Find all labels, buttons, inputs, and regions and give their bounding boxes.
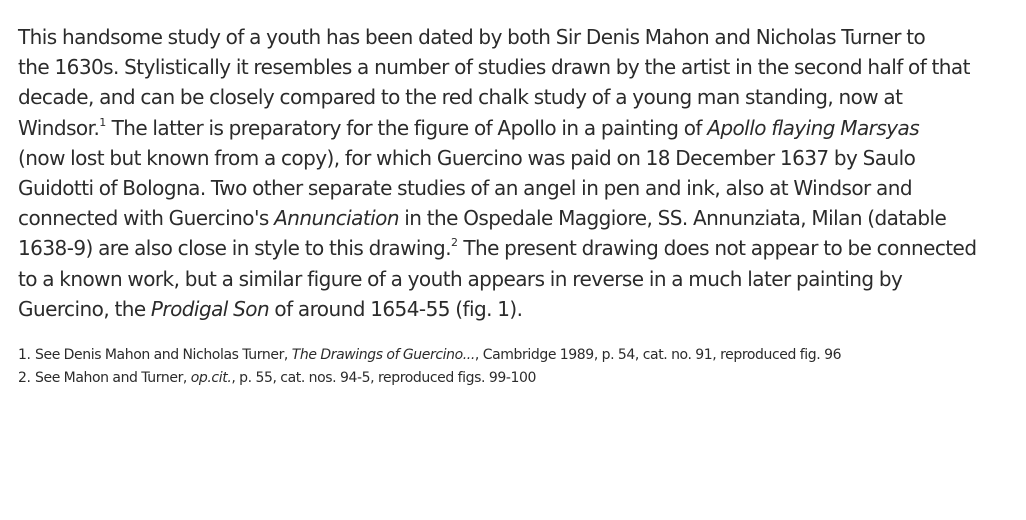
citation-abbreviation: op.cit. xyxy=(190,370,232,387)
footnote-reference[interactable]: 1 xyxy=(99,115,107,129)
text-run: of around 1654-55 (fig. 1). xyxy=(269,296,523,321)
text-run: 1638-9) are also close in style to this drawing. xyxy=(18,236,452,261)
footnote-reference[interactable]: 2 xyxy=(451,236,459,250)
paragraph-line: (now lost but known from a copy), for which Guercino was paid on 18 December 1637 by Saulo xyxy=(18,145,916,170)
book-title: The Drawings of Guercino... xyxy=(291,347,475,364)
paragraph-line xyxy=(18,113,1018,143)
footnote-text: See Mahon and Turner, xyxy=(35,370,191,387)
footnotes xyxy=(18,344,1018,390)
footnote-number: 1. xyxy=(18,347,31,364)
paragraph-line: decade, and can be closely compared to the red chalk study of a young man standing, now at xyxy=(18,85,903,110)
footnote-text: See Denis Mahon and Nicholas Turner, xyxy=(35,347,292,364)
document-page xyxy=(18,22,1018,390)
text-run: The present drawing does not appear to be connected xyxy=(458,236,977,261)
paragraph-line xyxy=(18,294,1018,324)
artwork-title: Annunciation xyxy=(274,206,399,231)
paragraph-line xyxy=(18,203,1018,233)
text-run: Guercino, the xyxy=(18,296,151,321)
paragraph-line xyxy=(18,233,1018,263)
footnote xyxy=(18,367,1018,390)
paragraph-line: Guidotti of Bologna. Two other separate studies of an angel in pen and ink, also at Windsor and xyxy=(18,176,912,201)
text-run: connected with Guercino's xyxy=(18,206,275,231)
paragraph-line: This handsome study of a youth has been dated by both Sir Denis Mahon and Nicholas Turner to xyxy=(18,25,926,49)
text-run: Windsor. xyxy=(18,115,100,140)
footnote-number: 2. xyxy=(18,370,31,387)
text-run: in the Ospedale Maggiore, SS. Annunziata, Milan (datable xyxy=(398,206,947,231)
text-run: The latter is preparatory for the figure of Apollo in a painting of xyxy=(106,115,708,140)
paragraph-line: to a known work, but a similar figure of a youth appears in reverse in a much later painting by xyxy=(18,266,903,291)
body-paragraph xyxy=(18,22,1018,324)
artwork-title: Apollo flaying Marsyas xyxy=(707,115,920,140)
artwork-title: Prodigal Son xyxy=(150,296,270,321)
footnote-text: , Cambridge 1989, p. 54, cat. no. 91, reproduced fig. 96 xyxy=(474,347,842,364)
footnote-text: , p. 55, cat. nos. 94-5, reproduced figs. 99-100 xyxy=(231,370,537,387)
footnote xyxy=(18,344,1018,367)
paragraph-line: the 1630s. Stylistically it resembles a number of studies drawn by the artist in the second half of that xyxy=(18,55,970,80)
